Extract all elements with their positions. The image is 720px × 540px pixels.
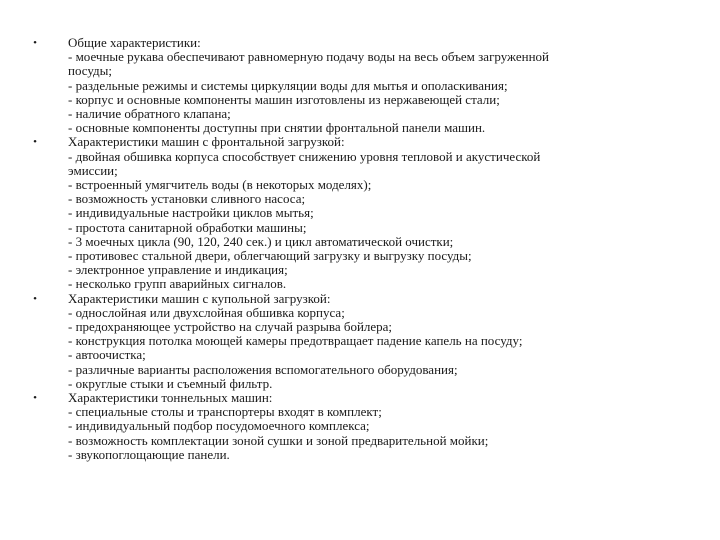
- text-line: - основные компоненты доступны при снятии фронтальной панели машин.: [68, 120, 486, 136]
- bullet-dot-icon: •: [33, 37, 37, 49]
- text-line: - предохраняющее устройство на случай разрыва бойлера;: [68, 319, 393, 335]
- text-line: - корпус и основные компоненты машин изготовлены из нержавеющей стали;: [68, 91, 500, 107]
- text-line: - однослойная или двухслойная обшивка корпуса;: [68, 304, 345, 320]
- text-line: - звукопоглощающие панели.: [68, 446, 230, 462]
- text-line: - индивидуальный подбор посудомоечного комплекса;: [68, 418, 370, 434]
- text-line: - электронное управление и индикация;: [68, 262, 288, 278]
- bullet-dot-icon: •: [33, 136, 37, 149]
- text-line: - простота санитарной обработки машины;: [68, 219, 307, 235]
- bullet-item-tunnel: [30, 391, 670, 462]
- text-line: - индивидуальные настройки циклов мытья;: [68, 205, 314, 221]
- bullet-dot-icon: •: [33, 392, 37, 405]
- text-line: посуды;: [68, 63, 113, 79]
- text-line: - автоочистка;: [68, 347, 146, 363]
- section-heading: Характеристики тоннельных машин:: [68, 390, 273, 406]
- text-line: - раздельные режимы и системы циркуляции воды для мытья и ополаскивания;: [68, 77, 508, 93]
- text-line: эмиссии;: [68, 162, 118, 178]
- bullet-item-front-loading: [30, 135, 670, 291]
- bullet-item-general: [30, 36, 670, 135]
- text-line: - округлые стыки и съемный фильтр.: [68, 375, 273, 391]
- section-heading: Характеристики машин с купольной загрузкой:: [68, 290, 331, 306]
- text-line: - моечные рукава обеспечивают равномерную подачу воды на весь объем загруженной: [68, 49, 550, 65]
- bullet-dot-icon: •: [33, 292, 37, 305]
- text-line: - противовес стальной двери, облегчающий загрузку и выгрузку посуды;: [68, 248, 472, 264]
- bullet-list: [30, 36, 670, 462]
- text-line: - возможность комплектации зоной сушки и зоной предварительной мойки;: [68, 432, 489, 448]
- section-heading: Общие характеристики:: [68, 35, 201, 50]
- text-line: - возможность установки сливного насоса;: [68, 191, 306, 207]
- text-line: - 3 моечных цикла (90, 120, 240 сек.) и цикл автоматической очистки;: [68, 233, 454, 249]
- text-line: - двойная обшивка корпуса способствует снижению уровня тепловой и акустической: [68, 148, 541, 164]
- bullet-item-dome-loading: [30, 292, 670, 391]
- text-line: - конструкция потолка моющей камеры предотвращает падение капель на посуду;: [68, 333, 523, 349]
- text-line: - несколько групп аварийных сигналов.: [68, 276, 287, 292]
- text-line: - встроенный умягчитель воды (в некоторых моделях);: [68, 177, 372, 193]
- section-heading: Характеристики машин с фронтальной загрузкой:: [68, 134, 345, 150]
- text-line: - различные варианты расположения вспомогательного оборудования;: [68, 361, 458, 377]
- text-line: - наличие обратного клапана;: [68, 106, 231, 122]
- text-line: - специальные столы и транспортеры входят в комплект;: [68, 404, 382, 420]
